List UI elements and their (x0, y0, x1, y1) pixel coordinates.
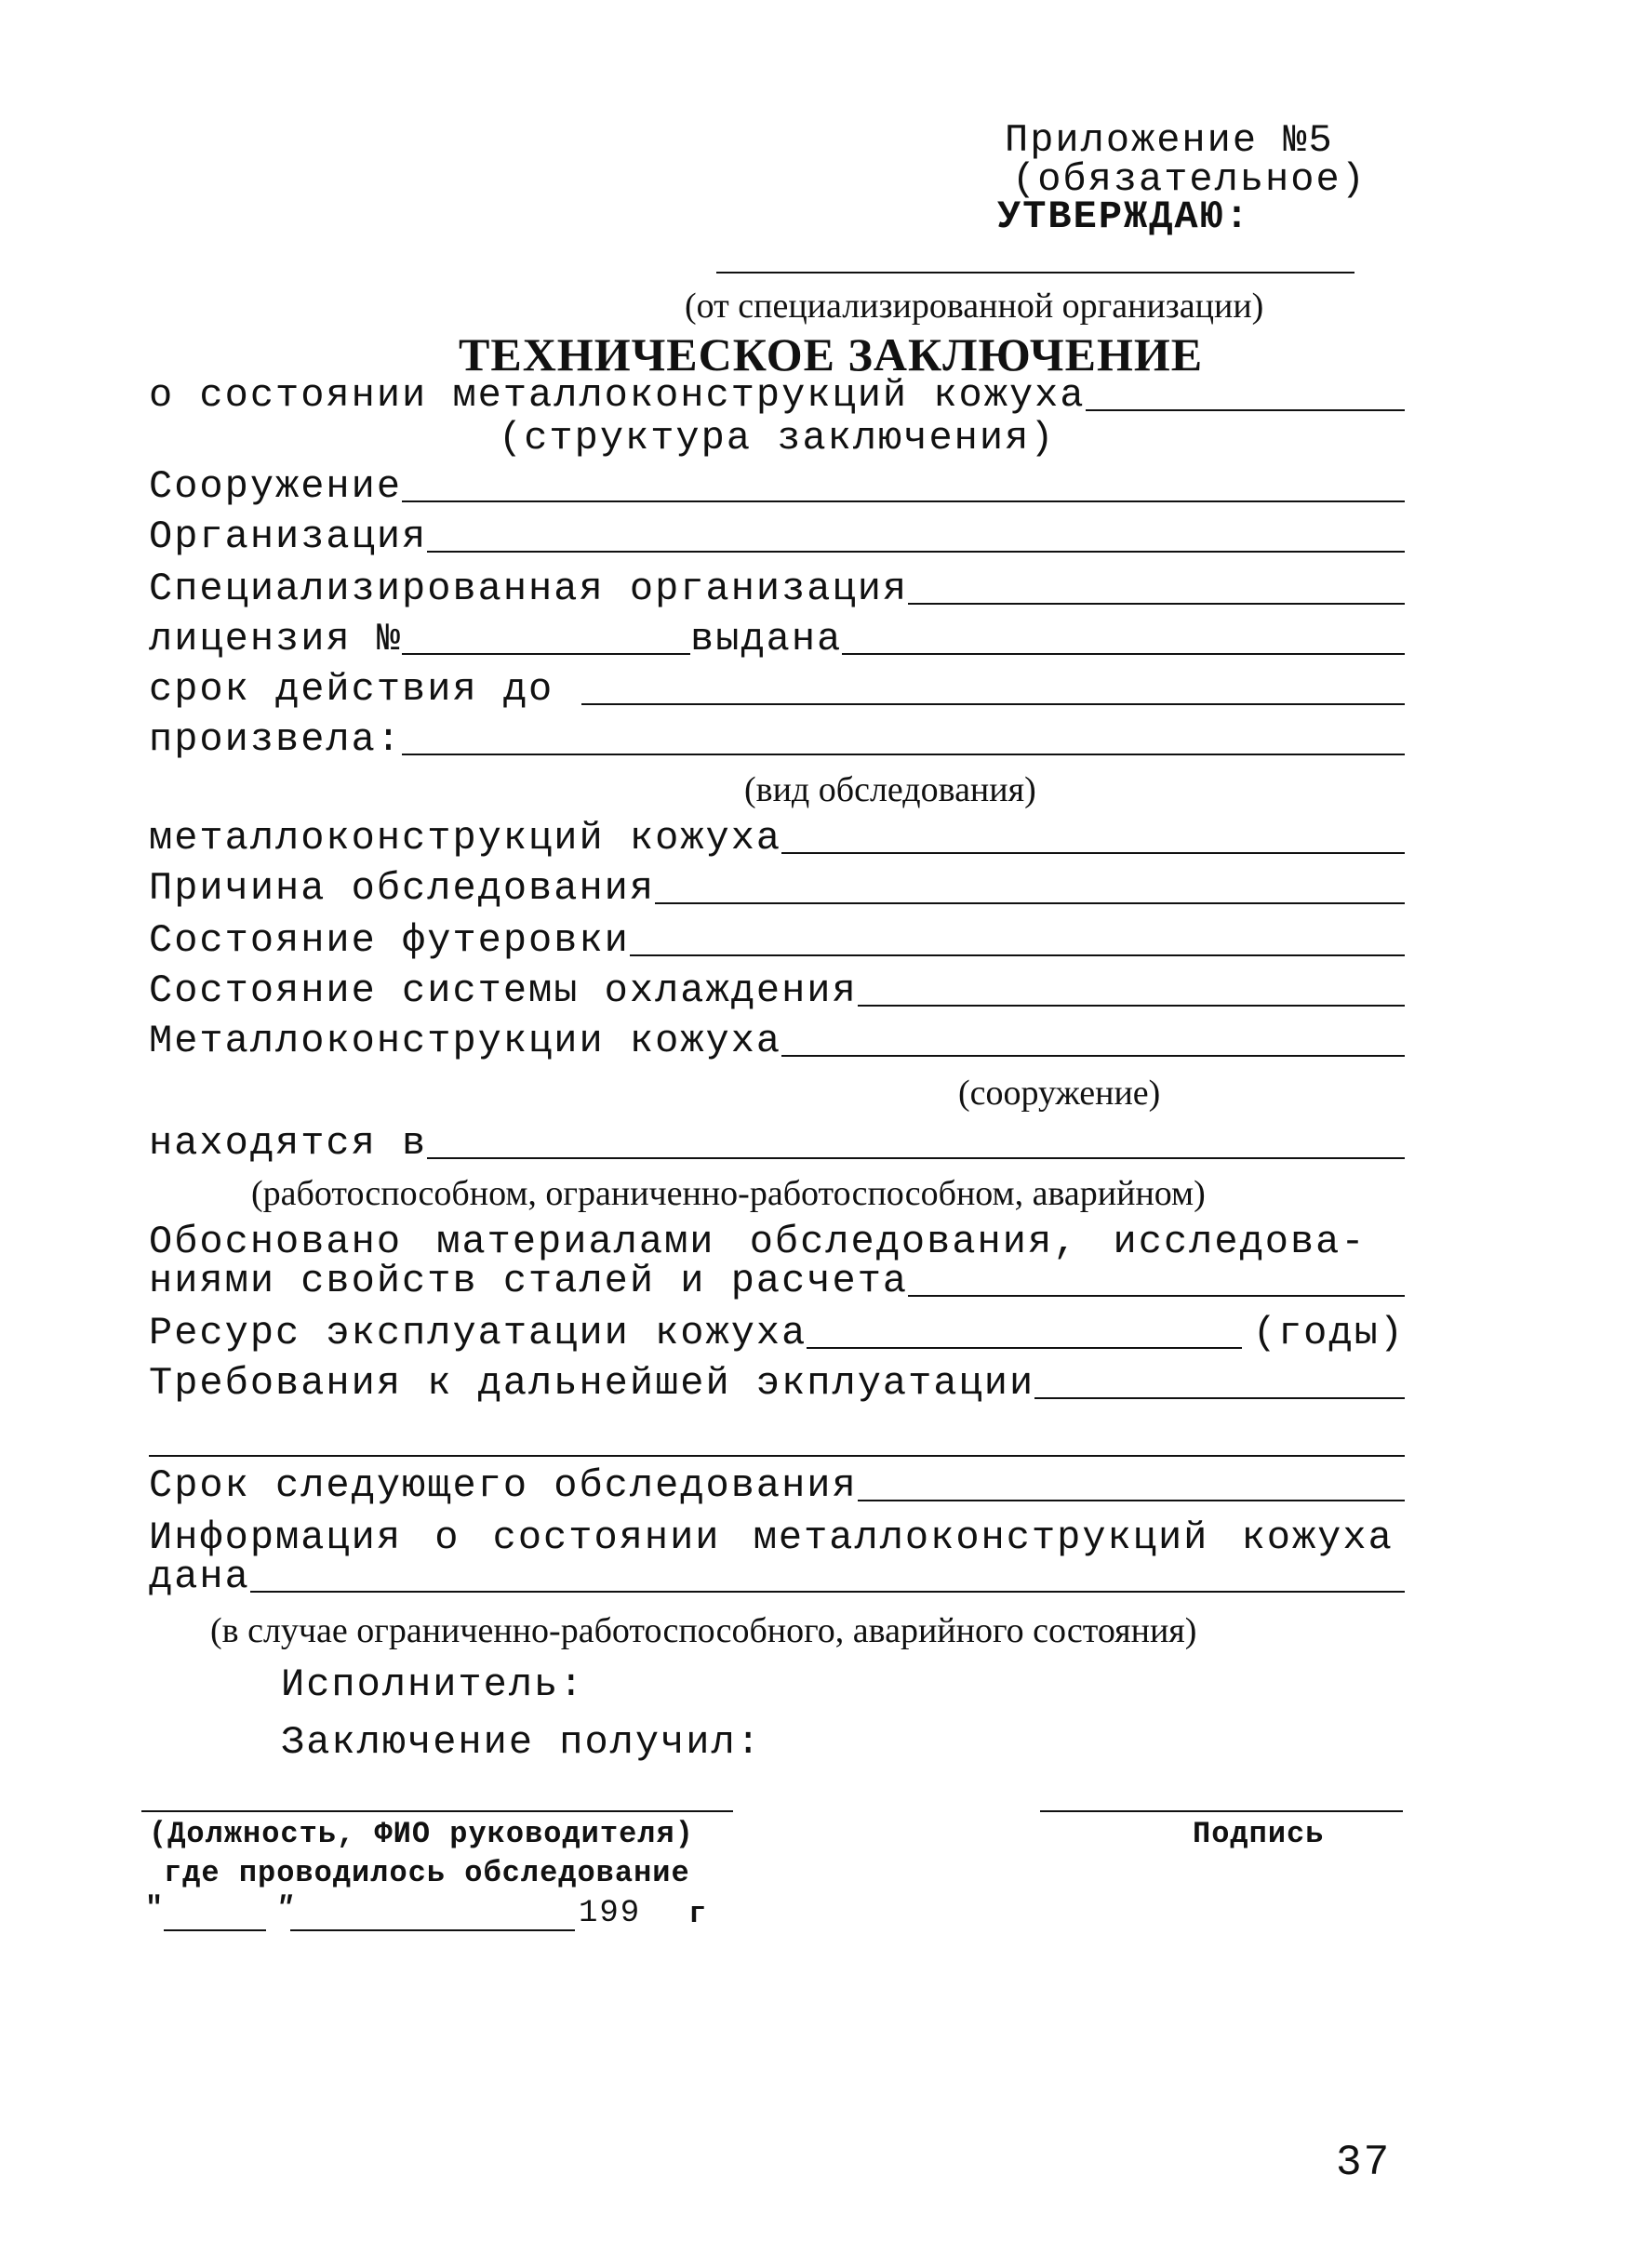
field-performed (149, 717, 1405, 762)
field-facility-label: Сооружение (149, 464, 403, 509)
field-facility (149, 464, 1405, 509)
field-located-in (149, 1121, 1405, 1166)
where-caption: где проводилось обследование (164, 1856, 690, 1890)
field-facility-blank (402, 500, 1405, 502)
approver-signature-line (716, 272, 1354, 273)
field-casing-structures (149, 1021, 1405, 1061)
subtitle-blank (1086, 409, 1405, 411)
info-caption: (в случае ограниченно-работоспособного, аварийного состояния) (210, 1611, 1197, 1650)
field-info (149, 1554, 1405, 1599)
approve-label: УТВЕРЖДАЮ: (997, 194, 1251, 239)
field-specialized-org-blank (908, 603, 1405, 605)
justified-line-2: ниями свойств сталей и расчета (149, 1259, 909, 1303)
date-year-suffix: г (688, 1897, 708, 1931)
info-line-1: Информация о состоянии металлоконструкций кожуха (149, 1515, 1394, 1560)
sign-caption: Подпись (1193, 1817, 1325, 1851)
field-organization (149, 514, 1405, 559)
field-resource-label: Ресурс эксплуатации кожуха (149, 1311, 807, 1355)
field-casing-structures-blank (781, 1055, 1405, 1057)
field-justified (149, 1261, 1405, 1301)
field-requirements-blank (1034, 1397, 1405, 1399)
field-resource-blank (807, 1347, 1241, 1349)
field-survey-reason (149, 866, 1405, 911)
field-next-survey-label: Срок следующего обследования (149, 1463, 858, 1508)
field-valid-until-label: срок действия до (149, 667, 554, 712)
field-performed-label: произвела: (149, 717, 403, 762)
position-signature-line (141, 1810, 733, 1812)
justified-line-1: Обосновано материалами обследования, исследова- (149, 1220, 1367, 1264)
field-license-blank (402, 653, 690, 655)
field-metal-structures (149, 816, 1405, 861)
date-open-quote: " (145, 1891, 165, 1926)
subtitle: о состоянии металлоконструкций кожуха (149, 373, 1086, 418)
field-next-survey-blank (858, 1500, 1405, 1501)
info-line-2: дана (149, 1554, 250, 1599)
executor-label: Исполнитель: (281, 1662, 585, 1707)
field-located-in-label: находятся в (149, 1121, 428, 1166)
survey-type-caption: (вид обследования) (744, 770, 1036, 809)
date-month-blank (290, 1929, 575, 1931)
field-resource (149, 1311, 1405, 1355)
field-issued-blank (842, 653, 1405, 655)
field-valid-until-blank (581, 703, 1405, 705)
document-title: ТЕХНИЧЕСКОЕ ЗАКЛЮЧЕНИЕ (459, 328, 1204, 380)
approver-caption: (от специализированной организации) (685, 287, 1264, 326)
field-specialized-org-label: Специализированная организация (149, 567, 909, 611)
field-survey-reason-blank (655, 902, 1405, 904)
field-performed-blank (402, 754, 1405, 755)
field-lining-state (149, 918, 1405, 963)
subtitle-row (149, 373, 1405, 418)
page-number: 37 (1336, 2139, 1392, 2187)
field-lining-state-label: Состояние футеровки (149, 918, 630, 963)
field-license-label: лицензия № (149, 617, 403, 661)
field-lining-state-blank (630, 954, 1405, 956)
field-organization-label: Организация (149, 514, 428, 559)
field-license (149, 617, 1405, 661)
field-info-blank (250, 1591, 1405, 1593)
structure-note: (структура заключения) (499, 416, 1056, 460)
field-valid-until (149, 667, 1405, 712)
field-specialized-org (149, 567, 1405, 611)
field-located-in-blank (427, 1157, 1405, 1159)
date-day-blank (164, 1929, 266, 1931)
field-metal-structures-label: металлоконструкций кожуха (149, 816, 782, 861)
sign-line (1040, 1810, 1403, 1812)
field-metal-structures-blank (781, 852, 1405, 854)
field-organization-blank (427, 551, 1405, 553)
field-cooling-state-blank (858, 1005, 1405, 1007)
field-requirements (149, 1361, 1405, 1406)
field-justified-blank (908, 1295, 1405, 1297)
field-cooling-state-label: Состояние системы охлаждения (149, 968, 858, 1013)
appendix-label: Приложение №5 (1005, 118, 1334, 163)
appendix-status: (обязательное) (1012, 157, 1367, 202)
field-resource-unit: (годы) (1252, 1311, 1405, 1355)
facility-caption: (сооружение) (958, 1074, 1161, 1113)
field-next-survey (149, 1463, 1405, 1508)
position-caption: (Должность, ФИО руководителя) (149, 1817, 694, 1851)
field-cooling-state (149, 968, 1405, 1013)
field-survey-reason-label: Причина обследования (149, 866, 656, 911)
received-label: Заключение получил: (281, 1720, 762, 1765)
field-casing-structures-label: Металлоконструкции кожуха (149, 1019, 782, 1063)
field-issued-label: выдана (690, 617, 843, 661)
requirements-extra-line (149, 1455, 1405, 1457)
field-requirements-label: Требования к дальнейшей экплуатации (149, 1361, 1035, 1406)
date-year: 199 (579, 1896, 642, 1931)
date-close-quote: " (275, 1891, 295, 1926)
condition-caption: (работоспособном, ограниченно-работоспособном, аварийном) (251, 1174, 1206, 1213)
